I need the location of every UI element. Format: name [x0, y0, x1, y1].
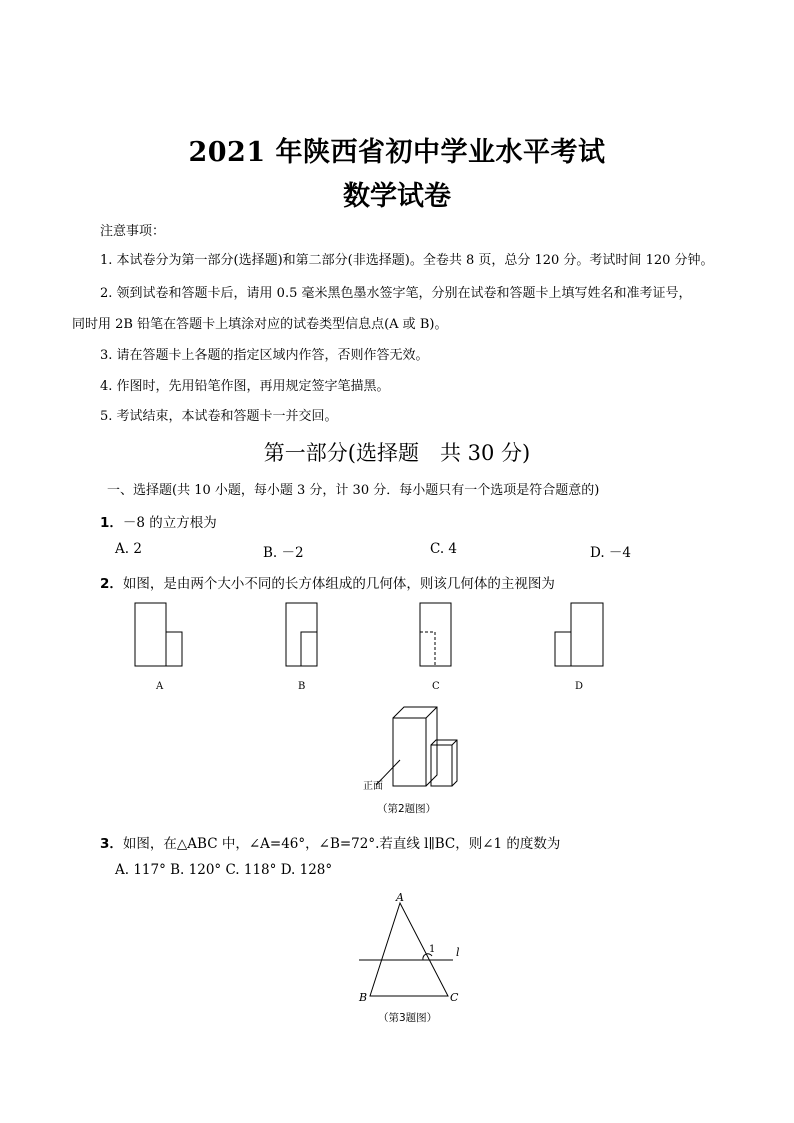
q1-option-d: D. －4 — [590, 545, 632, 561]
option-label: D — [575, 681, 584, 692]
note-item: 1. 本试卷分为第一部分(选择题)和第二部分(非选择题)。全卷共 8 页，总分 120 分。考试时间 120 分钟。 — [100, 253, 714, 268]
q1-option-c: C. 4 — [430, 541, 458, 557]
front-label: 正面 — [363, 781, 383, 792]
note-item: 5. 考试结束，本试卷和答题卡一并交回。 — [100, 409, 338, 424]
question-number: 3． — [100, 836, 123, 852]
figure-caption: （第2题图） — [377, 803, 437, 815]
line-l-label: l — [456, 946, 460, 959]
q1-option-a: A. 2 — [115, 541, 142, 557]
vertex-a-label: A — [396, 891, 404, 904]
option-label: B — [298, 681, 306, 692]
note-item: 4. 作图时，先用铅笔作图，再用规定签字笔描黑。 — [100, 379, 390, 394]
notes-heading: 注意事项： — [100, 224, 166, 239]
question-text: 如图，是由两个大小不同的长方体组成的几何体，则该几何体的主视图为 — [122, 576, 555, 592]
section-instruction: 一、选择题(共 10 小题，每小题 3 分，计 30 分．每小题只有一个选项是符合题意的) — [107, 483, 600, 498]
exam-title: 2021 年陕西省初中学业水平考试 — [188, 137, 606, 168]
option-label: C — [432, 681, 440, 692]
q3-options: A. 117° B. 120° C. 118° D. 128° — [115, 862, 333, 878]
question-number: 1． — [100, 515, 123, 531]
figure-caption: （第3题图） — [378, 1012, 438, 1024]
note-item: 2. 领到试卷和答题卡后，请用 0.5 毫米黑色墨水签字笔，分别在试卷和答题卡上填写姓名和准考证号， — [100, 286, 692, 301]
option-label: A — [156, 681, 164, 692]
vertex-b-label: B — [359, 991, 368, 1004]
section-title: 第一部分(选择题 共 30 分) — [263, 441, 531, 465]
angle-1-label: 1 — [429, 944, 436, 955]
exam-subtitle: 数学试卷 — [343, 181, 451, 212]
question-text: －8 的立方根为 — [122, 515, 217, 531]
q1-option-b: B. －2 — [263, 545, 304, 561]
note-item: 同时用 2B 铅笔在答题卡上填涂对应的试卷类型信息点(A 或 B)。 — [72, 317, 448, 332]
vertex-c-label: C — [450, 991, 459, 1004]
note-item: 3. 请在答题卡上各题的指定区域内作答，否则作答无效。 — [100, 348, 429, 363]
question-text: 如图，在△ABC 中，∠A=46°，∠B=72°.若直线 l∥BC，则∠1 的度数为 — [122, 836, 561, 852]
question-number: 2． — [100, 576, 123, 592]
